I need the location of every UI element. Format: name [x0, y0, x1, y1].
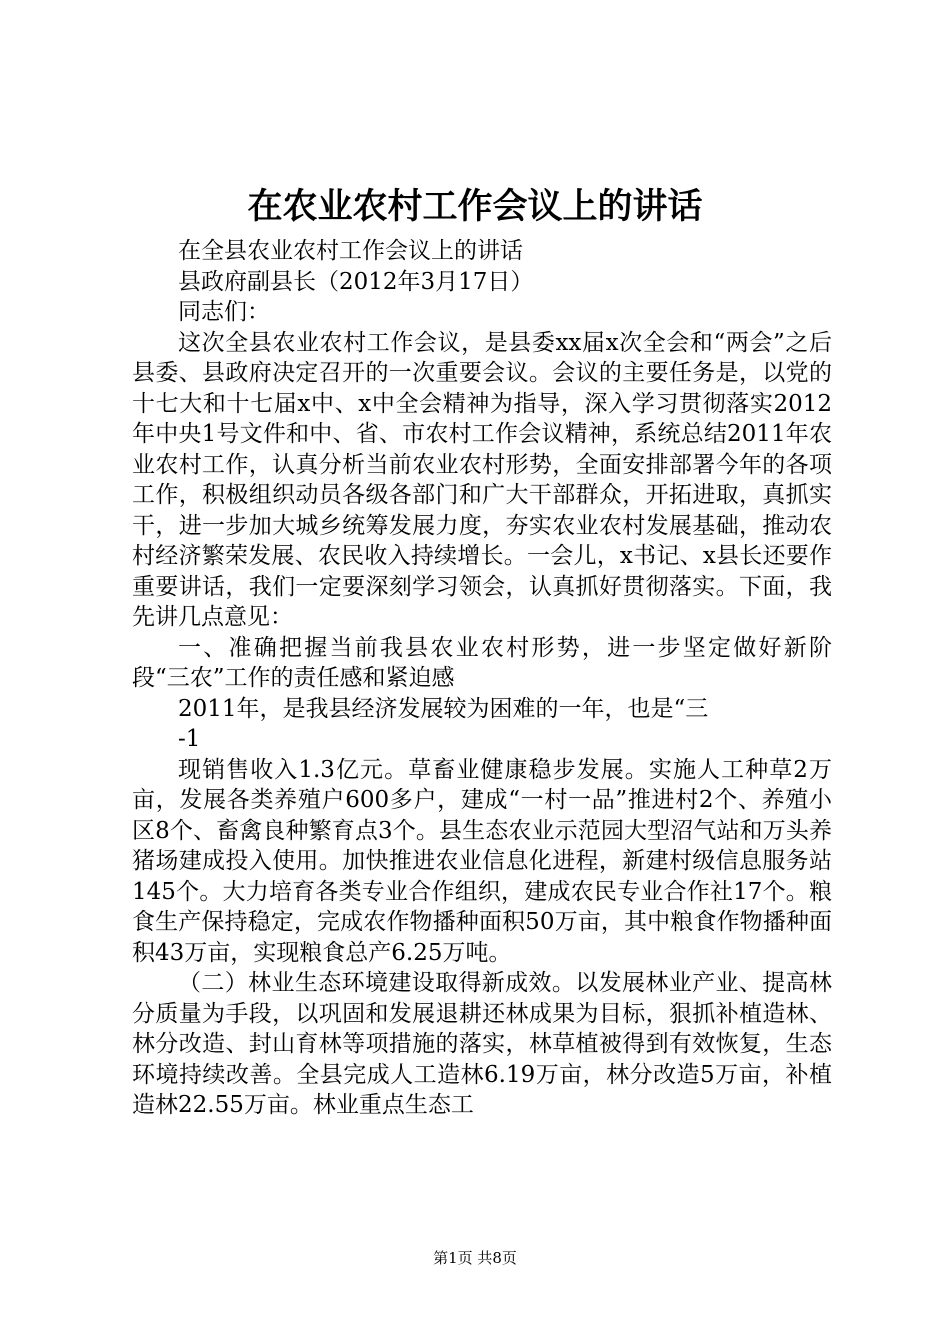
- page-footer: 第1页 共8页: [433, 1249, 517, 1267]
- paragraph-forestry: （二）林业生态环境建设取得新成效。以发展林业产业、提高林分质量为手段，以巩固和发展退耕还林成果为目标，狠抓补植造林、林分改造、封山育林等项措施的落实，林草植被得到有效恢复，生态环境持续改善。全县完成人工造林6.19万亩，林分改造5万亩，补植造林22.55万亩。林业重点生态工: [132, 970, 832, 1118]
- section-heading-1: 一、准确把握当前我县农业农村形势，进一步坚定做好新阶段“三农”工作的责任感和紧迫感: [132, 634, 832, 691]
- paragraph-speaker: 县政府副县长（2012年3月17日）: [178, 268, 534, 295]
- document-body: [132, 236, 832, 1121]
- paragraph-2011: 2011年，是我县经济发展较为困难的一年，也是“三: [178, 695, 709, 722]
- paragraph-salutation: 同志们：: [178, 299, 270, 325]
- paragraph-intro: 这次全县农业农村工作会议，是县委xx届x次全会和“两会”之后县委、县政府决定召开的一次重要会议。会议的主要任务是，以党的十七大和十七届x中、x中全会精神为指导，深入学习贯彻落实2012年中央1号文件和中、省、市农村工作会议精神，系统总结2011年农业农村工作，认真分析当前农业农村形势，全面安排部署今年的各项工作，积极组织动员各级各部门和广大干部群众，开拓进取，真抓实干，进一步加大城乡统筹发展力度，夯实农业农村发展基础，推动农村经济繁荣发展、农民收入持续增长。一会儿，x书记、x县长还要作重要讲话，我们一定要深刻学习领会，认真抓好贯彻落实。下面，我先讲几点意见：: [132, 329, 832, 630]
- paragraph-agriculture: 现销售收入1.3亿元。草畜业健康稳步发展。实施人工种草2万亩，发展各类养殖户600多户，建成“一村一品”推进村2个、养殖小区8个、畜禽良种繁育点3个。县生态农业示范园大型沼气站和万头养猪场建成投入使用。加快推进农业信息化进程，新建村级信息服务站145个。大力培育各类专业合作组织，建成农民专业合作社17个。粮食生产保持稳定，完成农作物播种面积50万亩，其中粮食作物播种面积43万亩，实现粮食总产6.25万吨。: [132, 756, 832, 966]
- page-marker: -1: [178, 726, 201, 752]
- document-title: 在农业农村工作会议上的讲话: [247, 186, 703, 227]
- paragraph-subtitle: 在全县农业农村工作会议上的讲话: [178, 238, 523, 264]
